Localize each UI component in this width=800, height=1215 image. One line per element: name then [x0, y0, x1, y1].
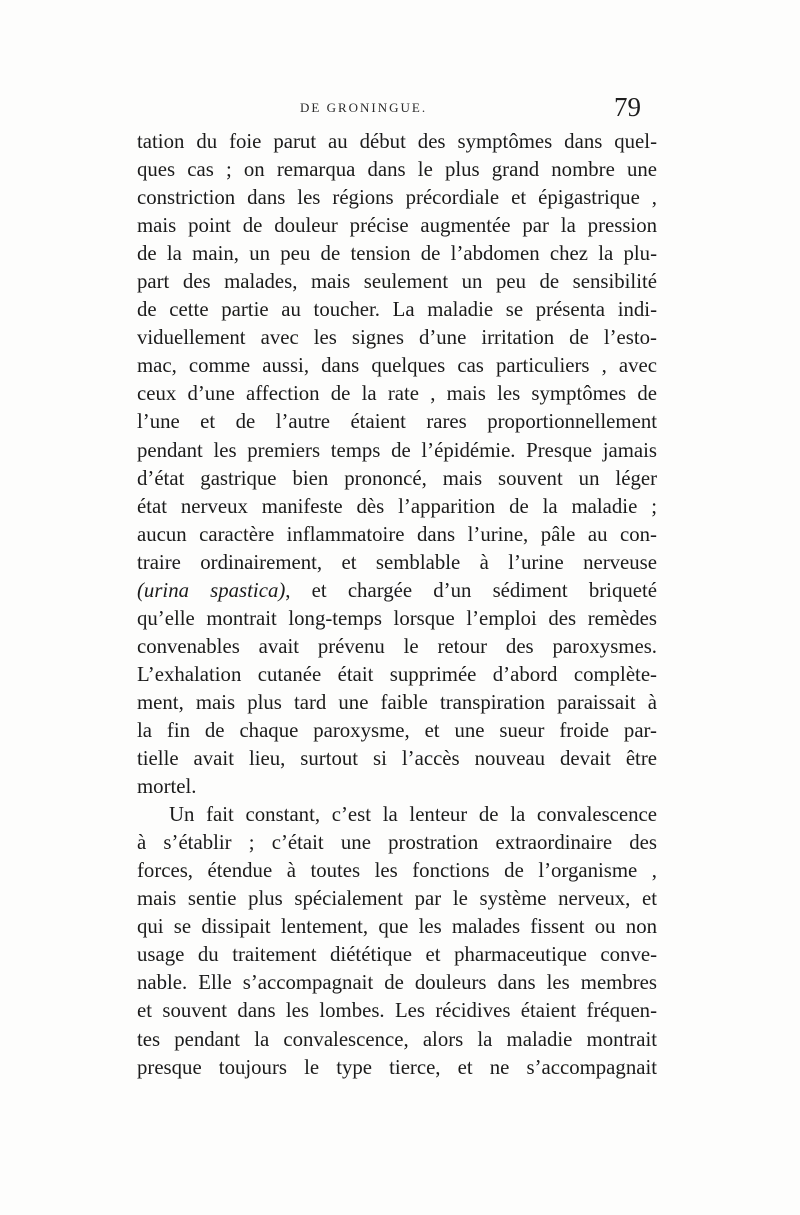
text-line: mais sentie plus spécialement par le système nerveux, et: [137, 887, 657, 911]
page-number: 79: [614, 92, 641, 122]
text-line: qui se dissipait lentement, que les malades fissent ou non: [137, 915, 657, 939]
text-line: qu’elle montrait long-temps lorsque l’emploi des remèdes: [137, 606, 657, 630]
text-line: usage du traitement diététique et pharmaceutique conve-: [137, 943, 657, 967]
text-line: constriction dans les régions précordiale et épigastrique ,: [137, 186, 657, 210]
text-line: tielle avait lieu, surtout si l’accès nouveau devait être: [137, 747, 657, 771]
text-line: l’une et de l’autre étaient rares proportionnellement: [137, 410, 657, 434]
running-title: DE GRONINGUE.: [300, 100, 428, 115]
text-line: tes pendant la convalescence, alors la maladie montrait: [137, 1027, 657, 1051]
text-line: convenables avait prévenu le retour des paroxysmes.: [137, 634, 657, 658]
paragraph-first-line: Un fait constant, c’est la lenteur de la convalescence: [169, 803, 657, 827]
text-line: L’exhalation cutanée était supprimée d’abord complète-: [137, 662, 657, 686]
paragraph-last-line: mortel.: [137, 775, 197, 799]
text-line: part des malades, mais seulement un peu de sensibilité: [137, 270, 657, 294]
text-line: de cette partie au toucher. La maladie se présenta indi-: [137, 298, 657, 322]
text-line: tation du foie parut au début des symptômes dans quel-: [137, 130, 657, 153]
text-line: et souvent dans les lombes. Les récidives étaient fréquen-: [137, 999, 657, 1023]
text-line: pendant les premiers temps de l’épidémie. Presque jamais: [137, 438, 657, 462]
text-line: mais point de douleur précise augmentée par la pression: [137, 214, 657, 238]
text-line: aucun caractère inflammatoire dans l’urine, pâle au con-: [137, 522, 657, 546]
text-line: à s’établir ; c’était une prostration extraordinaire des: [137, 831, 657, 855]
running-head: [0, 92, 800, 128]
text-line: [137, 577, 657, 605]
text-line: ques cas ; on remarqua dans le plus grand nombre une: [137, 158, 657, 182]
text-line: de la main, un peu de tension de l’abdomen chez la plu-: [137, 242, 657, 266]
text-line: état nerveux manifeste dès l’apparition de la maladie ;: [137, 494, 657, 518]
text-line: d’état gastrique bien prononcé, mais souvent un léger: [137, 466, 657, 490]
text-line: presque toujours le type tierce, et ne s’accompagnait: [137, 1055, 657, 1079]
text-line: la fin de chaque paroxysme, et une sueur froide par-: [137, 718, 657, 742]
body-text: [137, 128, 657, 1082]
text-line: viduellement avec les signes d’une irritation de l’esto-: [137, 326, 657, 350]
text-line: nable. Elle s’accompagnait de douleurs dans les membres: [137, 971, 657, 995]
text-line-rest: , et chargée d’un sédiment briqueté: [285, 578, 657, 602]
text-line: ment, mais plus tard une faible transpiration paraissait à: [137, 690, 657, 714]
latin-term: (urina spastica): [137, 578, 286, 602]
text-line: ceux d’une affection de la rate , mais les symptômes de: [137, 382, 657, 406]
text-line: mac, comme aussi, dans quelques cas particuliers , avec: [137, 354, 657, 378]
text-line: traire ordinairement, et semblable à l’urine nerveuse: [137, 550, 657, 574]
text-line: forces, étendue à toutes les fonctions de l’organisme ,: [137, 859, 657, 883]
